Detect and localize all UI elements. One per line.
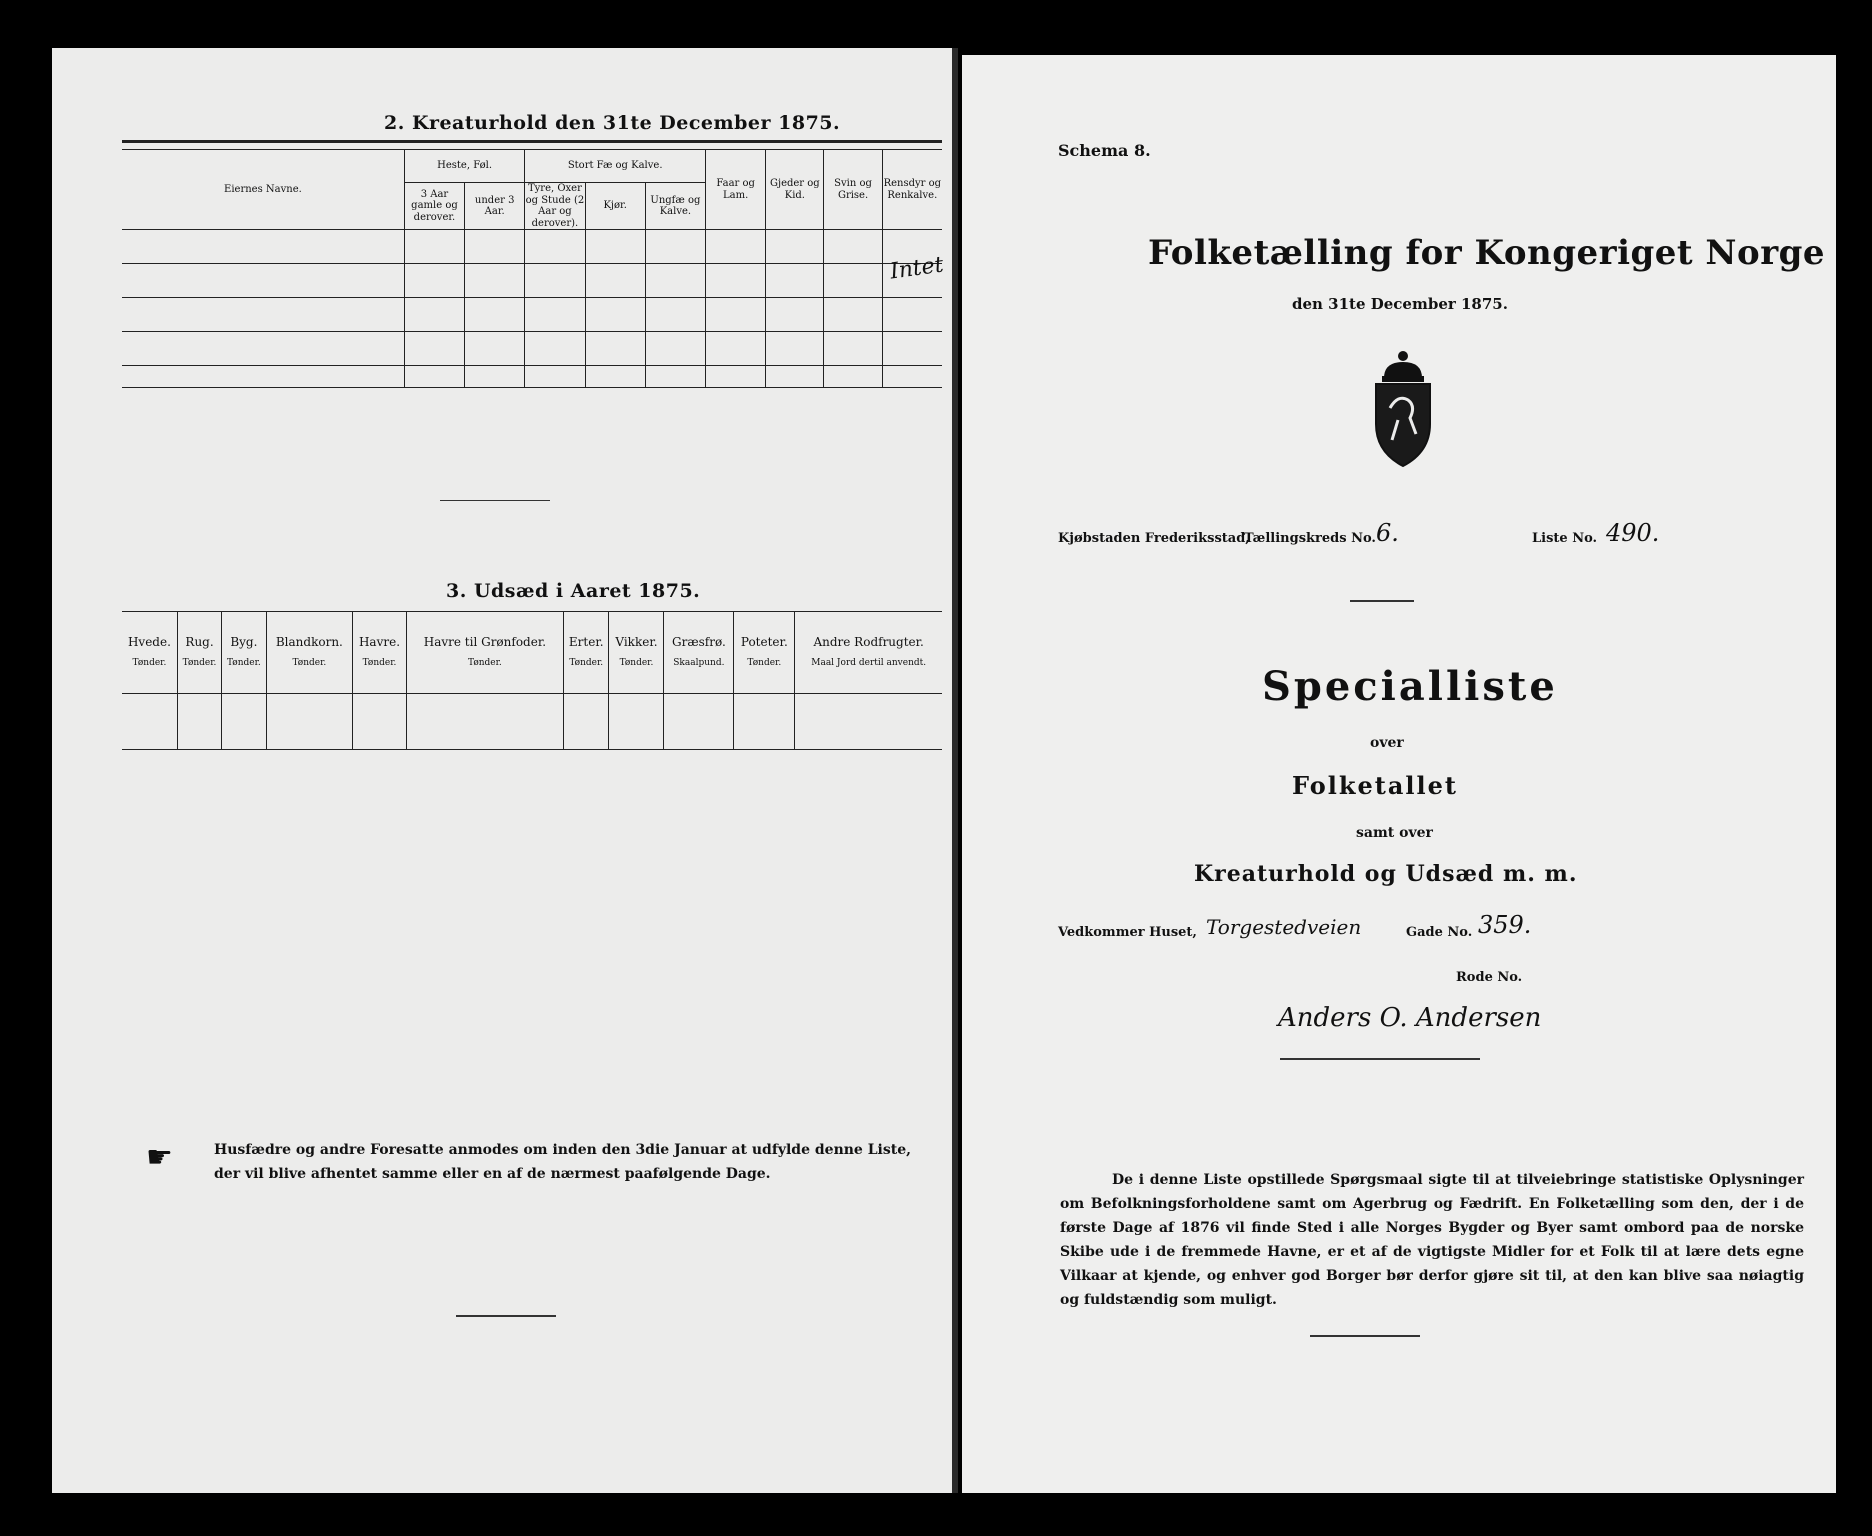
sowing-cell: [177, 694, 221, 750]
svin-header: Svin og Grise.: [824, 150, 882, 230]
sowing-col-header: [734, 612, 795, 694]
section2-title: 2. Kreaturhold den 31te December 1875.: [384, 112, 841, 134]
heste-header: Heste, Føl.: [404, 150, 524, 183]
sowing-col-name: Andre Rodfrugter.: [813, 635, 924, 650]
sowing-col-name: Havre.: [358, 635, 401, 650]
handwritten-intet: Intet: [888, 252, 946, 285]
explanation-paragraph: De i denne Liste opstillede Spørgsmaal sigte til at tilveiebringe statistiske Oplysninger om Befolkningsforholdene samt om Agerbrug og Fædrift. En Folketælling som den, der i de første Dage af 1876 vil finde Sted i alle Norges Bygder og Byer samt ombord paa de norske Skibe ude i de fremmede Havne, er et af de vigtigste Midler for et Folk til at lære dets egne Vilkaar at kjende, og enhver god Borger bør derfor gjøre sit til, at den kan blive saa nøiagtig og fuldstændig som muligt.: [1060, 1172, 1804, 1308]
census-date: den 31te December 1875.: [1292, 295, 1508, 313]
sowing-col-name: Poteter.: [740, 635, 788, 650]
kjor-header: Kjør.: [585, 183, 645, 230]
sowing-col-unit: Tønder.: [182, 658, 217, 669]
sowing-col-header: [222, 612, 266, 694]
kjobstad-label: Kjøbstaden Frederiksstad,: [1058, 531, 1250, 546]
owners-name-header: Eiernes Navne.: [122, 150, 404, 230]
left-page: [52, 48, 958, 1493]
livestock-table: [122, 149, 942, 388]
sowing-col-name: Erter.: [568, 635, 604, 650]
sowing-col-unit: Tønder.: [132, 658, 167, 669]
rode-label: Rode No.: [1456, 970, 1523, 985]
sowing-col-name: Blandkorn.: [275, 635, 343, 650]
sowing-col-name: Havre til Grønfoder.: [423, 635, 547, 650]
sowing-col-header: [609, 612, 664, 694]
sowing-col-unit: Maal Jord dertil anvendt.: [811, 658, 927, 669]
faar-header: Faar og Lam.: [706, 150, 766, 230]
stort-fae-header: Stort Fæ og Kalve.: [525, 150, 706, 183]
liste-label: Liste No.: [1532, 531, 1598, 546]
schema-label: Schema 8.: [1058, 141, 1151, 160]
pointing-hand-icon: ☛: [146, 1140, 173, 1175]
bottom-divider: [456, 1315, 556, 1317]
sowing-col-header: [564, 612, 609, 694]
sowing-col-unit: Tønder.: [468, 658, 502, 669]
heste-young-header: under 3 Aar.: [465, 183, 525, 230]
census-title: Folketælling for Kongeriget Norge: [1148, 233, 1826, 273]
sowing-col-unit: Tønder.: [569, 658, 604, 669]
over-word: over: [1370, 735, 1404, 751]
sowing-col-name: Græsfrø.: [672, 635, 726, 650]
sowing-col-unit: Tønder.: [619, 658, 654, 669]
sowing-cell: [564, 694, 609, 750]
sowing-cell: [122, 694, 177, 750]
sowing-col-unit: Tønder.: [226, 658, 261, 669]
sowing-cell: [222, 694, 266, 750]
sowing-cell: [734, 694, 795, 750]
sowing-table: [122, 611, 942, 750]
signature: Anders O. Andersen: [1278, 1003, 1542, 1033]
sowing-cell: [795, 694, 942, 750]
gjeder-header: Gjeder og Kid.: [766, 150, 824, 230]
bottom-divider-right: [1310, 1335, 1420, 1337]
sowing-col-name: Byg.: [230, 635, 258, 650]
sowing-col-name: Rug.: [185, 635, 214, 650]
sowing-col-unit: Skaalpund.: [673, 658, 725, 669]
sowing-col-header: [406, 612, 563, 694]
sowing-cell: [406, 694, 563, 750]
section3-title: 3. Udsæd i Aaret 1875.: [446, 580, 701, 602]
ungfae-header: Ungfæ og Kalve.: [645, 183, 705, 230]
sowing-col-unit: Tønder.: [362, 658, 397, 669]
sowing-cell: [266, 694, 353, 750]
sowing-col-header: [795, 612, 942, 694]
section-divider: [440, 500, 550, 501]
notice-text: Husfædre og andre Foresatte anmodes om inden den 3die Januar at udfylde denne Liste, der vil blive afhentet samme eller en af de nærmest paafølgende Dage.: [214, 1142, 911, 1182]
folketallet-word: Folketallet: [1292, 771, 1458, 800]
sowing-col-header: [177, 612, 221, 694]
sowing-cell: [353, 694, 407, 750]
sowing-col-name: Vikker.: [615, 635, 658, 650]
heste-old-header: 3 Aar gamle og derover.: [404, 183, 464, 230]
gade-value: 359.: [1478, 911, 1532, 939]
section2-top-rule: [122, 140, 942, 143]
signature-line: [1280, 1058, 1480, 1060]
kreds-label: Tællingskreds No.: [1244, 531, 1376, 546]
sowing-col-header: [266, 612, 353, 694]
kreaturhold-word: Kreaturhold og Udsæd m. m.: [1194, 861, 1578, 887]
vedkommer-label: Vedkommer Huset,: [1058, 925, 1197, 940]
liste-value: 490.: [1606, 519, 1660, 547]
coat-of-arms-icon: [1370, 348, 1436, 470]
samt-over-word: samt over: [1356, 825, 1433, 841]
sowing-col-header: [353, 612, 407, 694]
kreds-value: 6.: [1376, 519, 1399, 547]
sowing-col-unit: Tønder.: [747, 658, 782, 669]
sowing-col-header: [122, 612, 177, 694]
tyre-header: Tyre, Oxer og Stude (2 Aar og derover).: [525, 183, 585, 229]
rensdyr-header: Rensdyr og Renkalve.: [882, 150, 942, 230]
sowing-col-unit: Tønder.: [292, 658, 327, 669]
right-page: [962, 55, 1836, 1493]
sowing-col-header: [664, 612, 734, 694]
sowing-cell: [609, 694, 664, 750]
street-value: Torgestedveien: [1206, 915, 1362, 939]
title-divider: [1350, 600, 1414, 602]
sowing-col-name: Hvede.: [127, 635, 171, 650]
sowing-cell: [664, 694, 734, 750]
specialliste-title: Specialliste: [1262, 663, 1558, 710]
gade-label: Gade No.: [1406, 925, 1473, 940]
